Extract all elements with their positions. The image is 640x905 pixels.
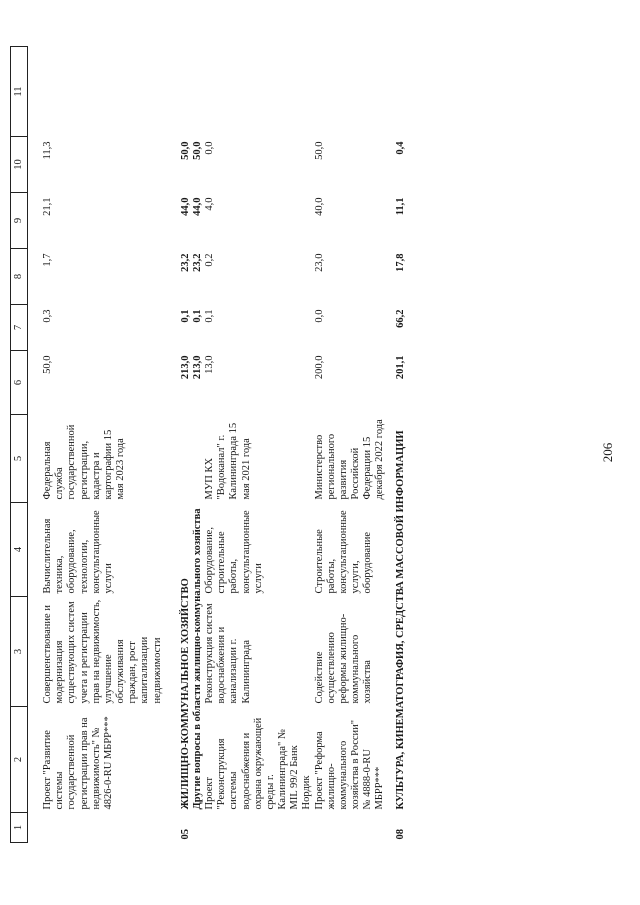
value-col-8: 23,2 <box>191 253 203 272</box>
section-title: КУЛЬТУРА, КИНЕМАТОГРАФИЯ, СРЕДСТВА МАССОВОЙ ИНФОРМАЦИИ <box>394 430 406 810</box>
value-col-10: 0,0 <box>204 141 216 155</box>
value-col-9: 21,1 <box>42 197 53 216</box>
header-col-7: 7 <box>11 305 28 351</box>
table-row <box>204 47 314 843</box>
value-col-9: 40,0 <box>313 197 325 216</box>
value-col-11 <box>164 47 192 137</box>
header-col-11: 11 <box>11 47 28 137</box>
header-col-8: 8 <box>11 249 28 305</box>
header-col-4: 4 <box>11 503 28 597</box>
value-col-11 <box>28 47 164 137</box>
project-name: Проект "Реформа жилищно-коммунального хозяйства в России" № 4888-0-RU МБРР*** <box>313 719 386 810</box>
project-executor: Федеральная служба государственной регистрации, кадастра и картографии 15 мая 2023 года <box>42 424 127 500</box>
subsection-title: Другие вопросы в области жилищно-коммунального хозяйства <box>191 508 203 810</box>
value-col-10: 50,0 <box>191 141 203 160</box>
value-col-9: 11,1 <box>394 197 406 216</box>
value-col-6: 50,0 <box>42 355 53 374</box>
value-col-7: 0,1 <box>179 309 191 323</box>
project-name: Проект "Развитие системы государственной регистрации прав на недвижимость" № 4826-0-RU МБРР*** <box>42 716 114 810</box>
value-col-6: 213,0 <box>179 355 191 380</box>
value-col-7: 66,2 <box>394 309 406 328</box>
header-col-1: 1 <box>11 813 28 843</box>
value-col-6: 201,1 <box>394 355 406 380</box>
header-col-9: 9 <box>11 193 28 249</box>
value-col-6: 13,0 <box>204 355 216 374</box>
page-number: 206 <box>600 442 615 463</box>
subsection-row <box>192 47 204 843</box>
section-row <box>164 47 192 843</box>
project-executor: МУП КХ "Водоканал" г. Калининграда 15 мая 2021 года <box>204 422 252 500</box>
project-purchases: Вычислительная техника, оборудование, технологии, консультационные услуги <box>42 510 114 594</box>
value-col-10: 11,3 <box>42 141 53 160</box>
value-col-6: 200,0 <box>313 355 325 380</box>
header-col-6: 6 <box>11 351 28 415</box>
header-col-10: 10 <box>11 137 28 193</box>
value-col-10: 50,0 <box>179 141 191 160</box>
value-col-11 <box>387 47 407 137</box>
project-name: Проект "Реконструкция системы водоснабжения и охрана окружающей среды г. Калининграда" № МІL 99/2 Банк Нордик <box>204 717 313 810</box>
value-col-9: 4,0 <box>204 197 216 211</box>
budget-table-container <box>10 47 407 843</box>
section-code: 08 <box>394 829 406 840</box>
value-col-11 <box>204 47 314 137</box>
column-number-row <box>11 47 28 843</box>
project-purchases: Оборудование, строительные работы, консультационные услуги <box>204 510 264 594</box>
budget-table <box>10 46 407 843</box>
value-col-11 <box>192 47 204 137</box>
value-col-8: 1,7 <box>42 253 53 267</box>
value-col-8: 23,2 <box>179 253 191 272</box>
value-col-11 <box>314 47 387 137</box>
header-col-3: 3 <box>11 597 28 707</box>
project-goal: Реконструкция систем водоснабжения и канализации г. Калининграда <box>204 603 252 704</box>
value-col-6: 213,0 <box>191 355 203 380</box>
value-col-10: 50,0 <box>313 141 325 160</box>
value-col-7: 0,1 <box>191 309 203 323</box>
value-col-9: 44,0 <box>191 197 203 216</box>
value-col-7: 0,0 <box>313 309 325 323</box>
section-row <box>387 47 407 843</box>
section-title: ЖИЛИЩНО-КОММУНАЛЬНОЕ ХОЗЯЙСТВО <box>179 578 191 810</box>
value-col-9: 44,0 <box>179 197 191 216</box>
project-purchases: Строительные работы, консультационные услуги, оборудование <box>313 510 374 594</box>
project-executor: Министерство регионального развития Российской Федерации 15 декабря 2022 года <box>313 419 386 500</box>
table-row <box>314 47 387 843</box>
table-row <box>28 47 164 843</box>
section-code: 05 <box>179 829 191 840</box>
value-col-7: 0,1 <box>204 309 216 323</box>
value-col-8: 0,2 <box>204 253 216 267</box>
project-goal: Совершенствование и модернизация существующих систем учета и регистрации прав на недвижимость, улучшение обслуживания граждан, рост капитализации недвижимости <box>42 599 163 704</box>
header-col-5: 5 <box>11 415 28 503</box>
value-col-8: 17,8 <box>394 253 406 272</box>
header-col-2: 2 <box>11 707 28 813</box>
value-col-8: 23,0 <box>313 253 325 272</box>
value-col-7: 0,3 <box>42 309 53 323</box>
value-col-10: 0,4 <box>394 141 406 155</box>
project-goal: Содействие осуществлению реформы жилищно-коммунального хозяйства <box>313 613 374 704</box>
